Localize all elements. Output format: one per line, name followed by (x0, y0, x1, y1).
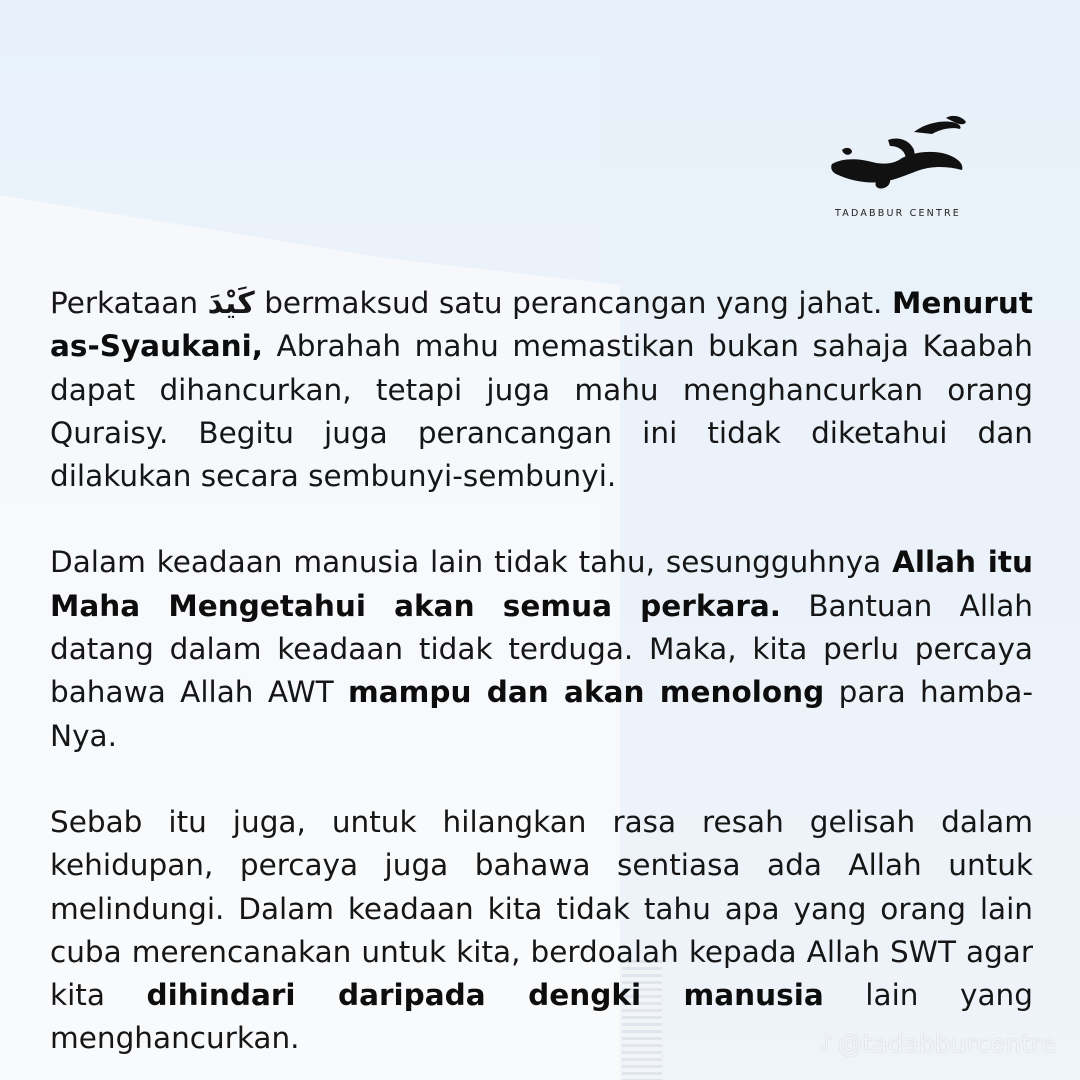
paragraph-3 (50, 801, 1033, 1061)
paragraph-3-highlight: dihindari daripada dengki manusia (146, 978, 824, 1013)
tadabbur-calligraphy-logo (828, 110, 968, 198)
paragraph-2 (50, 541, 1033, 757)
tiktok-watermark (819, 1029, 1056, 1058)
article-body (50, 282, 1033, 1080)
paragraph-2-highlight-1: Allah itu Maha Mengetahui akan semua perkara. (50, 545, 1034, 623)
paragraph-2-end: para hamba-Nya. (50, 675, 1033, 753)
paragraph-1-intro: Perkataan (50, 286, 208, 320)
paragraph-1-rest: Abrahah mahu memastikan bukan sahaja Kaabah dapat dihancurkan, tetapi juga mahu menghancurkan orang Quraisy. Begitu juga perancangan ini tidak diketahui dan dilakukan secara sembunyi-sembunyi. (50, 329, 1033, 494)
paragraph-2-start: Dalam keadaan manusia lain tidak tahu, sesungguhnya (50, 545, 893, 580)
paragraph-1 (50, 282, 1033, 498)
brand-caption: TADABBUR CENTRE (835, 208, 961, 219)
brand-logo (828, 110, 968, 219)
watermark-handle: @tadabburcentre (837, 1029, 1056, 1058)
paragraph-3-start: Sebab itu juga, untuk hilangkan rasa resah gelisah dalam kehidupan, percaya juga bahawa sentiasa ada Allah untuk melindungi. Dalam keadaan kita tidak tahu apa yang orang lain cuba merencanakan untuk kita, berdoalah kepada Allah SWT agar kita (50, 804, 1033, 1013)
paragraph-3-end: lain yang menghancurkan. (50, 978, 1033, 1056)
paragraph-2-highlight-2: mampu dan akan menolong (348, 675, 825, 710)
paragraph-1-source: Menurut as-Syaukani, (50, 286, 1033, 364)
tiktok-icon: ♪ (819, 1031, 834, 1056)
arabic-word-kaid: كَيْدَ (207, 286, 255, 321)
paragraph-1-definition: bermaksud satu perancangan yang jahat. (254, 286, 892, 320)
paragraph-2-middle: Bantuan Allah datang dalam keadaan tidak terduga. Maka, kita perlu percaya bahawa Allah AWT (50, 588, 1034, 710)
